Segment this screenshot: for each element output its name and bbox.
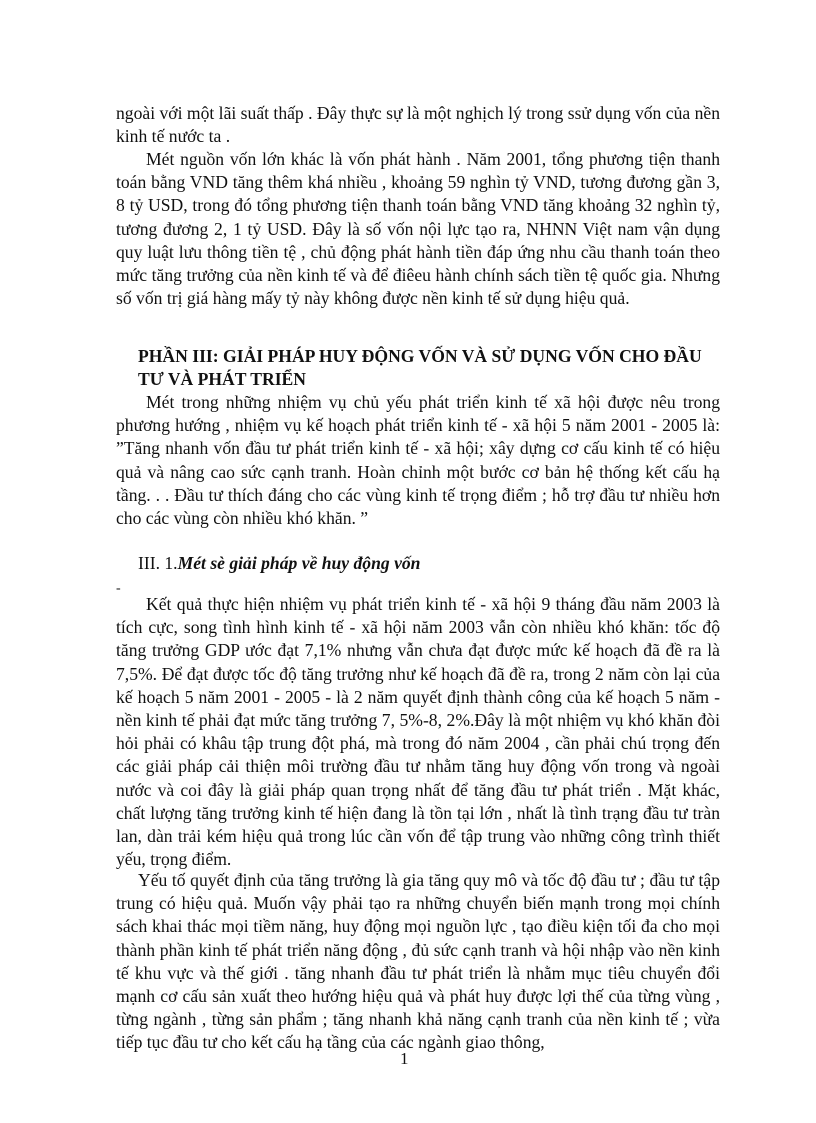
paragraph-3-text: Mét trong những nhiệm vụ chủ yếu phát triển kinh tế xã hội được nêu trong phương hướng , nhiệm vụ kế hoạch phát triển kinh tế - xã hội 5 năm 2001 - 2005 là: ”Tăng nhanh vốn đầu tư phát triển kinh tế - xã hội; xây dựng cơ cấu kinh tế có hiệu quả và nâng cao sức cạnh tranh. Hoàn chỉnh một bước cơ bản hệ thống kết cấu hạ tầng. . . Đầu tư thích đáng cho các vùng kinh tế trọng điểm ; hỗ trợ đầu tư nhiều hơn cho các vùng còn nhiều khó khăn. ” <box>116 392 720 529</box>
subsection-heading <box>138 552 720 575</box>
section-heading: PHẦN III: GIẢI PHÁP HUY ĐỘNG VỐN VÀ SỬ DỤNG VỐN CHO ĐẦU TƯ VÀ PHÁT TRIỂN <box>138 346 702 389</box>
paragraph-2-text: Mét nguồn vốn lớn khác là vốn phát hành . Năm 2001, tổng phương tiện thanh toán bằng VND tăng thêm khá nhiều , khoảng 59 nghìn tỷ VND, tương đương gần 3, 8 tỷ USD, trong đó tổng phương tiện thanh toán bằng VND tăng khoảng 32 nghìn tỷ, tương đương 2, 1 tỷ USD. Đây là số vốn nội lực tạo ra, NHNN Việt nam vận dụng quy luật lưu thông tiền tệ , chủ động phát hành tiền đáp ứng nhu cầu thanh toán theo mức tăng trưởng của nền kinh tế và để điêeu hành chính sách tiền tệ quốc gia. Nhưng số vốn trị giá hàng mấy tỷ này không được nền kinh tế sử dụng hiệu quả. <box>116 149 720 309</box>
paragraph-3 <box>116 391 720 530</box>
paragraph-4-text: Kết quả thực hiện nhiệm vụ phát triển kinh tế - xã hội 9 tháng đầu năm 2003 là tích cực, song tình hình kinh tế - xã hội năm 2003 vẫn còn nhiều khó khăn: tốc độ tăng trưởng GDP ước đạt 7,1% nhưng vẫn chưa đạt được mức kế hoạch đã đề ra là 7,5%. Để đạt được tốc độ tăng trưởng như kế hoạch đã đề ra, trong 2 năm còn lại của kế hoạch 5 năm 2001 - 2005 - là 2 năm quyết định thành công của kế hoạch 5 năm - nền kinh tế phải đạt mức tăng trưởng 7, 5%-8, 2%.Đây là một nhiệm vụ khó khăn đòi hỏi phải có khâu tập trung đột phá, mà trong đó năm 2004 , cần phải chú trọng đến các giải pháp cải thiện môi trường đầu tư nhằm tăng huy động vốn trong và ngoài nước và coi đây là giải pháp quan trọng nhất để tăng đầu tư phát triển . Mặt khác, chất lượng tăng trưởng kinh tế hiện đang là tồn tại lớn , nhất là tình trạng đầu tư tràn lan, dàn trải kém hiệu quả trong lúc cần vốn để tập trung vào những công trình thiết yếu, trọng điểm. <box>116 594 720 870</box>
subsection-number: III. 1. <box>138 553 178 573</box>
subsection-title: Mét sè giải pháp về huy động vốn <box>177 553 421 573</box>
paragraph-5 <box>116 869 720 1055</box>
paragraph-2 <box>116 148 720 310</box>
paragraph-5-text: Yếu tố quyết định của tăng trưởng là gia tăng quy mô và tốc độ đầu tư ; đầu tư tập trung có hiệu quả. Muốn vậy phải tạo ra những chuyển biến mạnh trong mọi chính sách khai thác mọi tiềm năng, huy động mọi nguồn lực , tạo điều kiện tối đa cho mọi thành phần kinh tế phát triển năng động , đủ sức cạnh tranh và hội nhập vào nền kinh tế khu vực và thế giới . tăng nhanh đầu tư phát triển là nhằm mục tiêu chuyển đổi mạnh cơ cấu sản xuất theo hướng hiệu quả và phát huy được lợi thế của từng vùng , từng ngành , từng sản phẩm ; tăng nhanh khả năng cạnh tranh của nền kinh tế ; vừa tiếp tục đầu tư cho kết cấu hạ tầng của các ngành giao thông, <box>116 870 720 1053</box>
page-number: 1 <box>400 1049 409 1068</box>
stray-mark: - <box>116 581 121 596</box>
paragraph-1: ngoài với một lãi suất thấp . Đây thực sự là một nghịch lý trong ssử dụng vốn của nền kinh tế nước ta . <box>116 103 720 147</box>
paragraph-4 <box>116 593 720 871</box>
